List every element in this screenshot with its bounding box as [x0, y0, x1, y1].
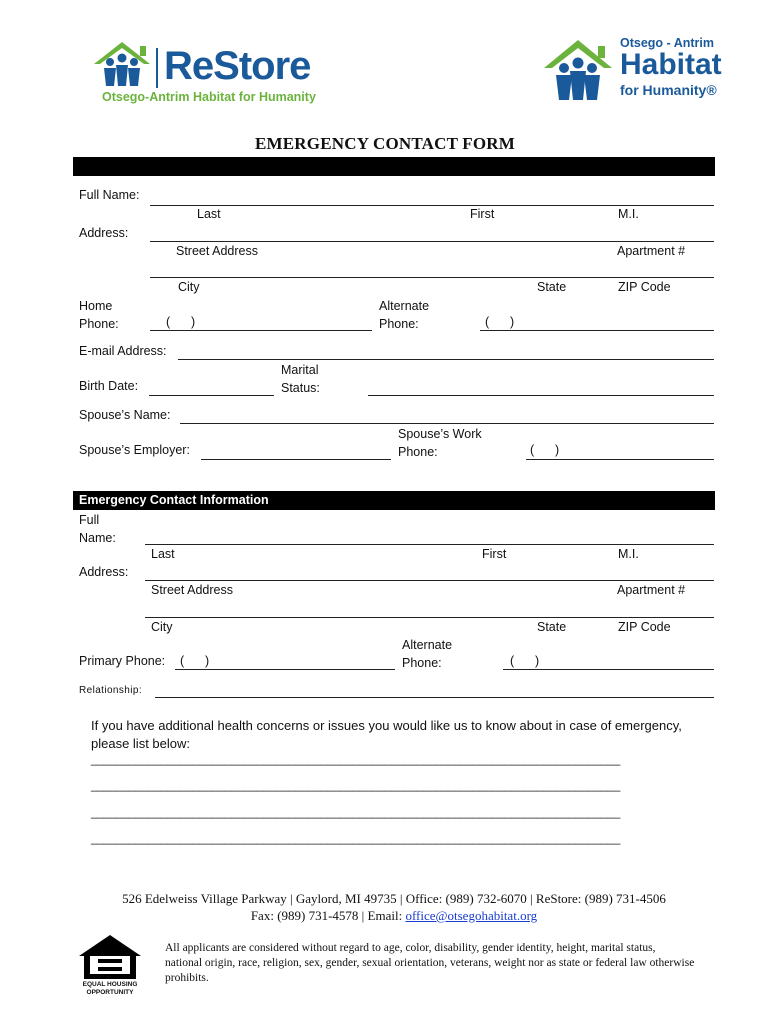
apartment-caption: Apartment #	[617, 244, 686, 258]
ec-mi-caption: M.I.	[618, 547, 639, 561]
spouse-work-phone-label: Spouse’s Work Phone:	[398, 427, 482, 459]
ec-street-field[interactable]	[145, 580, 714, 581]
ec-primary-parens: ( )	[180, 654, 210, 668]
ec-zip-caption: ZIP Code	[618, 620, 671, 634]
first-caption: First	[470, 207, 495, 221]
street-caption: Street Address	[176, 244, 258, 258]
home-phone-parens: ( )	[166, 315, 196, 329]
footer-fax-email	[60, 907, 728, 924]
spouse-work-phone-field[interactable]	[526, 459, 714, 460]
emergency-contact-header: Emergency Contact Information	[73, 491, 715, 510]
equal-housing-logo	[78, 934, 142, 998]
spouse-name-field[interactable]	[180, 423, 714, 424]
email-label: E-mail Address:	[79, 344, 167, 358]
full-name-label: Full Name:	[79, 188, 140, 202]
alt-phone-field[interactable]	[480, 330, 714, 331]
spouse-employer-field[interactable]	[201, 459, 391, 460]
marital-status-label: Marital Status:	[281, 363, 320, 395]
marital-status-field[interactable]	[368, 395, 714, 396]
ec-alt-phone-field[interactable]	[503, 669, 714, 670]
city-state-zip-field[interactable]	[150, 277, 714, 278]
alt-phone-parens: ( )	[485, 315, 515, 329]
eho-text-2: OPPORTUNITY	[86, 989, 134, 996]
ec-first-caption: First	[482, 547, 507, 561]
footer-fax: Fax: (989) 731-4578 | Email:	[250, 908, 406, 923]
ec-state-caption: State	[537, 620, 567, 634]
house-people-icon	[92, 40, 152, 88]
ec-full-name-field[interactable]	[145, 544, 714, 545]
health-answer-line[interactable]: ___________________________________________________________________________________	[91, 778, 621, 792]
equal-housing-icon	[78, 934, 142, 980]
personal-info-bar	[73, 157, 715, 176]
health-answer-line[interactable]: ___________________________________________________________________________________	[91, 752, 621, 766]
health-prompt-line-1: If you have additional health concerns or issues you would like us to know about in case of emergency,	[91, 718, 682, 733]
relationship-label: Relationship:	[79, 685, 143, 696]
ec-primary-phone-field[interactable]	[175, 669, 395, 670]
eho-text-1: EQUAL HOUSING	[82, 981, 138, 988]
ec-city-state-zip-field[interactable]	[145, 617, 714, 618]
ec-full-name-label: Full Name:	[79, 513, 116, 545]
restore-logo	[92, 40, 332, 112]
birth-date-label: Birth Date:	[79, 379, 139, 393]
city-caption: City	[178, 280, 200, 294]
ec-city-caption: City	[151, 620, 173, 634]
ec-address-label: Address:	[79, 565, 129, 579]
habitat-for-humanity: for Humanity®	[620, 82, 717, 98]
ec-primary-phone-label: Primary Phone:	[79, 654, 166, 668]
home-phone-field[interactable]	[150, 330, 372, 331]
spouse-work-parens: ( )	[530, 443, 560, 457]
restore-wordmark: ReStore	[164, 44, 311, 88]
last-caption: Last	[197, 207, 221, 221]
spouse-employer-label: Spouse’s Employer:	[79, 443, 190, 457]
habitat-house-icon	[542, 38, 614, 102]
form-title: EMERGENCY CONTACT FORM	[254, 134, 516, 153]
habitat-wordmark: Habitat	[620, 48, 722, 81]
health-answer-line[interactable]: ___________________________________________________________________________________	[91, 831, 621, 845]
relationship-field[interactable]	[155, 697, 714, 698]
state-caption: State	[537, 280, 567, 294]
footer-email-link[interactable]: office@otsegohabitat.org	[405, 908, 538, 923]
health-answer-line[interactable]: ___________________________________________________________________________________	[91, 805, 621, 819]
habitat-affiliate-name: Otsego - Antrim	[620, 36, 714, 50]
logo-divider	[156, 48, 158, 88]
ec-last-caption: Last	[151, 547, 175, 561]
spouse-name-label: Spouse’s Name:	[79, 408, 171, 422]
mi-caption: M.I.	[618, 207, 639, 221]
footer-address-line: 526 Edelweiss Village Parkway | Gaylord, MI 49735 | Office: (989) 732-6070 | ReStore: (989) 731-4506	[122, 891, 666, 906]
alt-phone-label: Alternate Phone:	[379, 299, 430, 331]
ec-street-caption: Street Address	[151, 583, 233, 597]
health-prompt-line-2: please list below:	[91, 736, 190, 751]
zip-caption: ZIP Code	[618, 280, 671, 294]
birth-date-field[interactable]	[149, 395, 274, 396]
full-name-field[interactable]	[150, 205, 714, 206]
nondiscrimination-disclaimer: All applicants are considered without regard to age, color, disability, gender identity, height, marital status, national origin, race, religion, sex, gender, sexual orientation, veterans, weight nor as state or federal law otherwise prohibits.	[165, 942, 695, 984]
address-label: Address:	[79, 226, 129, 240]
habitat-logo	[542, 36, 727, 106]
ec-alt-parens: ( )	[510, 654, 540, 668]
email-field[interactable]	[178, 359, 714, 360]
restore-tagline: Otsego-Antrim Habitat for Humanity	[102, 90, 316, 104]
street-address-field[interactable]	[150, 241, 714, 242]
home-phone-label: Home Phone:	[79, 299, 119, 331]
ec-apartment-caption: Apartment #	[617, 583, 686, 597]
ec-alt-phone-label: Alternate Phone:	[402, 638, 453, 670]
